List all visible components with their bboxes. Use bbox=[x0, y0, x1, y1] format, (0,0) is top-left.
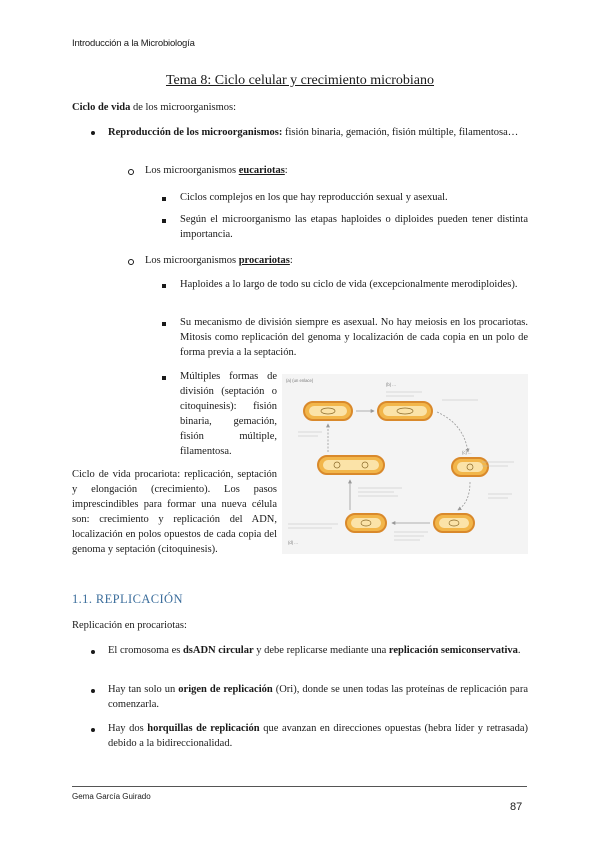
cell-segregation bbox=[318, 456, 384, 474]
intro-rest: de los microorganismos: bbox=[130, 102, 237, 113]
figure-label-b: (b) ... bbox=[386, 382, 396, 387]
prokaryotes-term: procariotas bbox=[238, 255, 290, 266]
prokaryotes-item-1: Haploides a lo largo de todo su ciclo de vida (excepcionalmente merodiploides). bbox=[180, 279, 518, 290]
page-title: Tema 8: Ciclo celular y crecimiento microbiano bbox=[165, 73, 435, 88]
replication-item-1 bbox=[108, 643, 528, 658]
eukaryotes-item-2: Según el microorganismo las etapas haploides o diploides pueden tener distinta importancia. bbox=[180, 214, 528, 240]
page-number: 87 bbox=[510, 801, 523, 813]
bullet-circle-icon bbox=[128, 259, 134, 265]
replication-item-3 bbox=[108, 721, 528, 751]
replication-item-1-term-2: replicación semiconservativa bbox=[388, 645, 518, 656]
replication-item-2 bbox=[108, 682, 528, 712]
prokaryotes-pre: Los microorganismos bbox=[145, 255, 239, 266]
prokaryotes-item-2: Su mecanismo de división siempre es asexual. No hay meiosis en los procariotas. Mitosis como replicación del genoma y localización de cada copia en un polo de forma previa a la septación. bbox=[180, 317, 528, 358]
running-header: Introducción a la Microbiología bbox=[72, 38, 195, 49]
cell-septation bbox=[346, 514, 386, 532]
replication-item-1-mid: y debe replicarse mediante una bbox=[253, 645, 389, 656]
eukaryotes-item-1: Ciclos complejos en los que hay reproducción sexual y asexual. bbox=[180, 192, 448, 203]
bullet-circle-icon bbox=[128, 169, 134, 175]
intro-line bbox=[72, 100, 528, 115]
replication-item-1-term-1: dsADN circular bbox=[182, 645, 254, 656]
cell-growth bbox=[434, 514, 474, 532]
bullet-square-icon bbox=[162, 219, 166, 223]
figure-label-c: (c) ... bbox=[462, 450, 472, 455]
replication-item-2-pre: Hay tan solo un bbox=[108, 684, 179, 695]
footer-author: Gema García Guirado bbox=[72, 792, 151, 801]
bullet-square-icon bbox=[162, 376, 166, 380]
bullet-square-icon bbox=[162, 322, 166, 326]
cell-cycle-figure bbox=[282, 374, 528, 554]
replication-item-2-term: origen de replicación bbox=[178, 684, 273, 695]
figure-label-d: (d) ... bbox=[288, 540, 298, 545]
reproduction-item bbox=[108, 125, 528, 140]
section-heading: 1.1. REPLICACIÓN bbox=[72, 592, 183, 606]
bullet-dot-icon bbox=[91, 728, 95, 732]
prokaryotes-post: : bbox=[289, 255, 293, 266]
prokaryotes-item-3: Múltiples formas de división (septación o citoquinesis): fisión binaria, gemación, fisión múltiple, filamentosa. bbox=[180, 371, 277, 457]
reproduction-bold: Reproducción de los microorganismos: bbox=[108, 127, 283, 138]
bullet-square-icon bbox=[162, 197, 166, 201]
bullet-square-icon bbox=[162, 284, 166, 288]
cell-newborn bbox=[452, 458, 488, 476]
reproduction-rest: fisión binaria, gemación, fisión múltiple, filamentosa… bbox=[282, 127, 519, 138]
replication-item-3-pre: Hay dos bbox=[108, 723, 148, 734]
cell-elongation bbox=[304, 402, 352, 420]
replication-intro: Replicación en procariotas: bbox=[72, 620, 187, 631]
replication-item-1-pre: El cromosoma es bbox=[108, 645, 183, 656]
eukaryotes-term: eucariotas bbox=[238, 165, 285, 176]
replication-item-3-term: horquillas de replicación bbox=[147, 723, 260, 734]
footer-divider bbox=[72, 786, 527, 787]
replication-item-2-post: (Ori), donde se unen todas las proteínas de replicación para comenzarla. bbox=[108, 684, 528, 710]
eukaryotes-post: : bbox=[284, 165, 288, 176]
replication-item-3-post: que avanzan en direcciones opuestas (hebra líder y retrasada) debido a la bidireccionalidad. bbox=[108, 723, 528, 749]
eukaryotes-heading bbox=[145, 163, 288, 178]
bullet-dot-icon bbox=[91, 650, 95, 654]
bullet-dot-icon bbox=[91, 131, 95, 135]
cycle-paragraph: Ciclo de vida procariota: replicación, septación y elongación (crecimiento). Los pasos imprescindibles para formar una nueva célula son: crecimiento y replicación del ADN, localización en polos opuestos de cada copia del genoma y septación (citoquinesis). bbox=[72, 469, 277, 555]
replication-item-1-post: . bbox=[517, 645, 521, 656]
cell-replication bbox=[378, 402, 432, 420]
bullet-dot-icon bbox=[91, 689, 95, 693]
intro-bold: Ciclo de vida bbox=[72, 102, 131, 113]
eukaryotes-pre: Los microorganismos bbox=[145, 165, 239, 176]
prokaryotes-heading bbox=[145, 253, 293, 268]
figure-label-a: (a) (un enlace) bbox=[286, 378, 314, 383]
